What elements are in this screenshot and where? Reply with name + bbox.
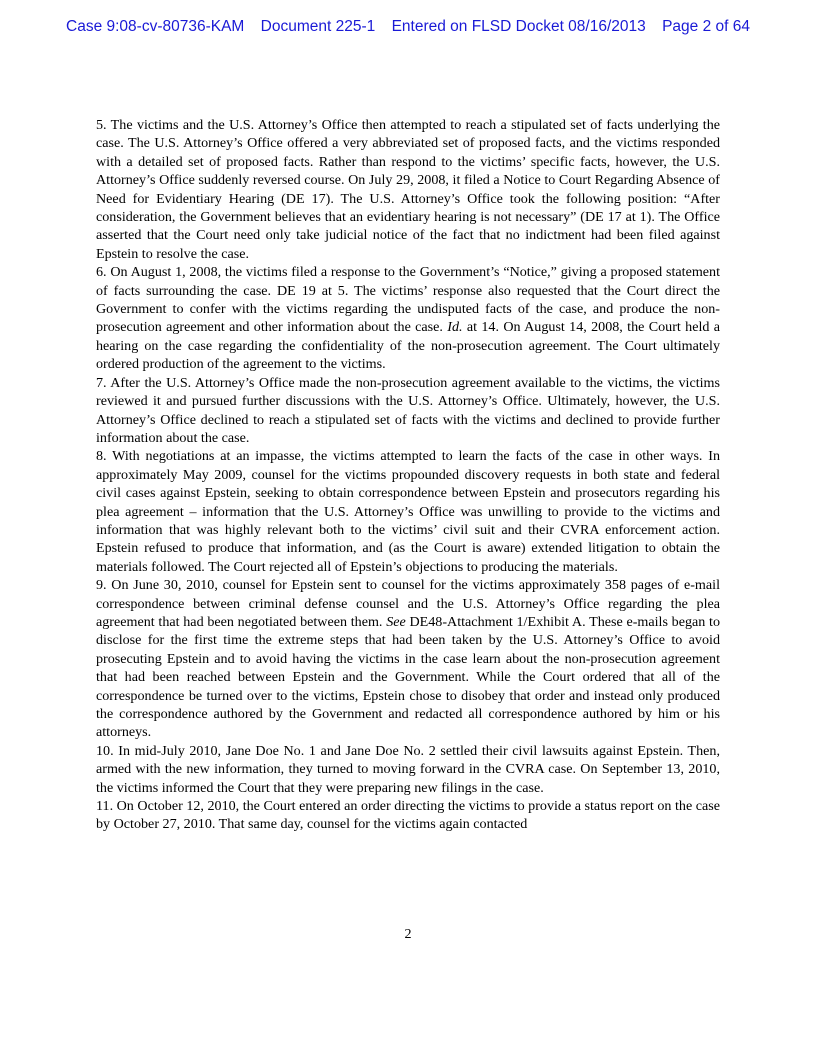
paragraph-p11	[96, 797, 720, 834]
citation-signal: See	[386, 613, 406, 630]
paragraph-p8	[96, 447, 720, 576]
paragraph-text: DE48-Attachment 1/Exhibit A. These e-mails began to disclose for the first time the extreme steps that had been taken by the U.S. Attorney’s Office to avoid prosecuting Epstein and to avoid having the victims in the case learn about the non-prosecution agreement that had been reached between Epstein and the Government. While the Court ordered that all of the correspondence be turned over to the victims, Epstein chose to disobey that order and instead only produced the correspondence authored by the Government and redacted all correspondence authored by him or his attorneys.	[96, 613, 720, 741]
header-page-count: Page 2 of 64	[662, 18, 750, 35]
paragraph-p10	[96, 742, 720, 797]
header-entered-date: Entered on FLSD Docket 08/16/2013	[391, 18, 646, 35]
paragraph-p6	[96, 263, 720, 373]
paragraph-text: at 14. On August 14, 2008, the Court held a hearing on the case regarding the confidentiality of the non-prosecution agreement. The Court ultimately ordered production of the agreement to the victims.	[96, 319, 721, 373]
paragraph-p9	[96, 576, 720, 742]
paragraph-text: 10. In mid-July 2010, Jane Doe No. 1 and Jane Doe No. 2 settled their civil lawsuits against Epstein. Then, armed with the new information, they turned to moving forward in the CVRA case. On September 13, 2010, the victims informed the Court that they were preparing new filings in the case.	[96, 742, 720, 796]
paragraph-text: 5. The victims and the U.S. Attorney’s Office then attempted to reach a stipulated set of facts underlying the case. The U.S. Attorney’s Office offered a very abbreviated set of proposed facts, and the victims responded with a detailed set of proposed facts. Rather than respond to the victims’ specific facts, however, the U.S. Attorney’s Office suddenly reversed course. On July 29, 2008, it filed a Notice to Court Regarding Absence of Need for Evidentiary Hearing (DE 17). The U.S. Attorney’s Office took the following position: “After consideration, the Government believes that an evidentiary hearing is not necessary” (DE 17 at 1). The Office asserted that the Court need only take judicial notice of the fact that no indictment had been filed against Epstein to resolve the case.	[96, 117, 720, 262]
paragraph-text: 8. With negotiations at an impasse, the victims attempted to learn the facts of the case in other ways. In approximately May 2009, counsel for the victims propounded discovery requests in both state and federal civil cases against Epstein, seeking to obtain correspondence between Epstein and prosecutors regarding his plea agreement – information that the U.S. Attorney’s Office was unwilling to provide to the victims and information that was highly relevant both to the victims’ civil suit and their CVRA enforcement action. Epstein refused to produce that information, and (as the Court is aware) extended litigation to obtain the materials followed. The Court rejected all of Epstein’s objections to producing the materials.	[96, 448, 720, 575]
document-body	[96, 116, 720, 834]
paragraph-text: 7. After the U.S. Attorney’s Office made the non-prosecution agreement available to the victims, the victims reviewed it and pursued further discussions with the U.S. Attorney’s Office. Ultimately, however, the U.S. Attorney’s Office declined to reach a stipulated set of facts with the victims and declined to provide further information about the case.	[96, 374, 720, 446]
paragraph-p7	[96, 374, 720, 448]
header-document-number: Document 225-1	[260, 18, 376, 35]
header-case-number: Case 9:08-cv-80736-KAM	[66, 18, 245, 35]
paragraph-text: 9. On June 30, 2010, counsel for Epstein sent to counsel for the victims approximately 358 pages of e-mail correspondence between criminal defense counsel and the U.S. Attorney’s Office regarding the plea agreement that had been negotiated between them.	[96, 577, 720, 630]
paragraph-text: 11. On October 12, 2010, the Court entered an order directing the victims to provide a status report on the case by October 27, 2010. That same day, counsel for the victims again contacted	[96, 798, 720, 833]
page-number: 2	[404, 926, 412, 942]
paragraph-text: 6. On August 1, 2008, the victims filed a response to the Government’s “Notice,” giving a proposed statement of facts surrounding the case. DE 19 at 5. The victims’ response also requested that the Court direct the Government to confer with the victims regarding the undisputed facts of the case, and produce the non-prosecution agreement and other information about the case.	[96, 264, 720, 336]
paragraph-p5	[96, 116, 720, 263]
docket-header	[0, 18, 816, 36]
citation-signal: Id.	[447, 319, 463, 336]
